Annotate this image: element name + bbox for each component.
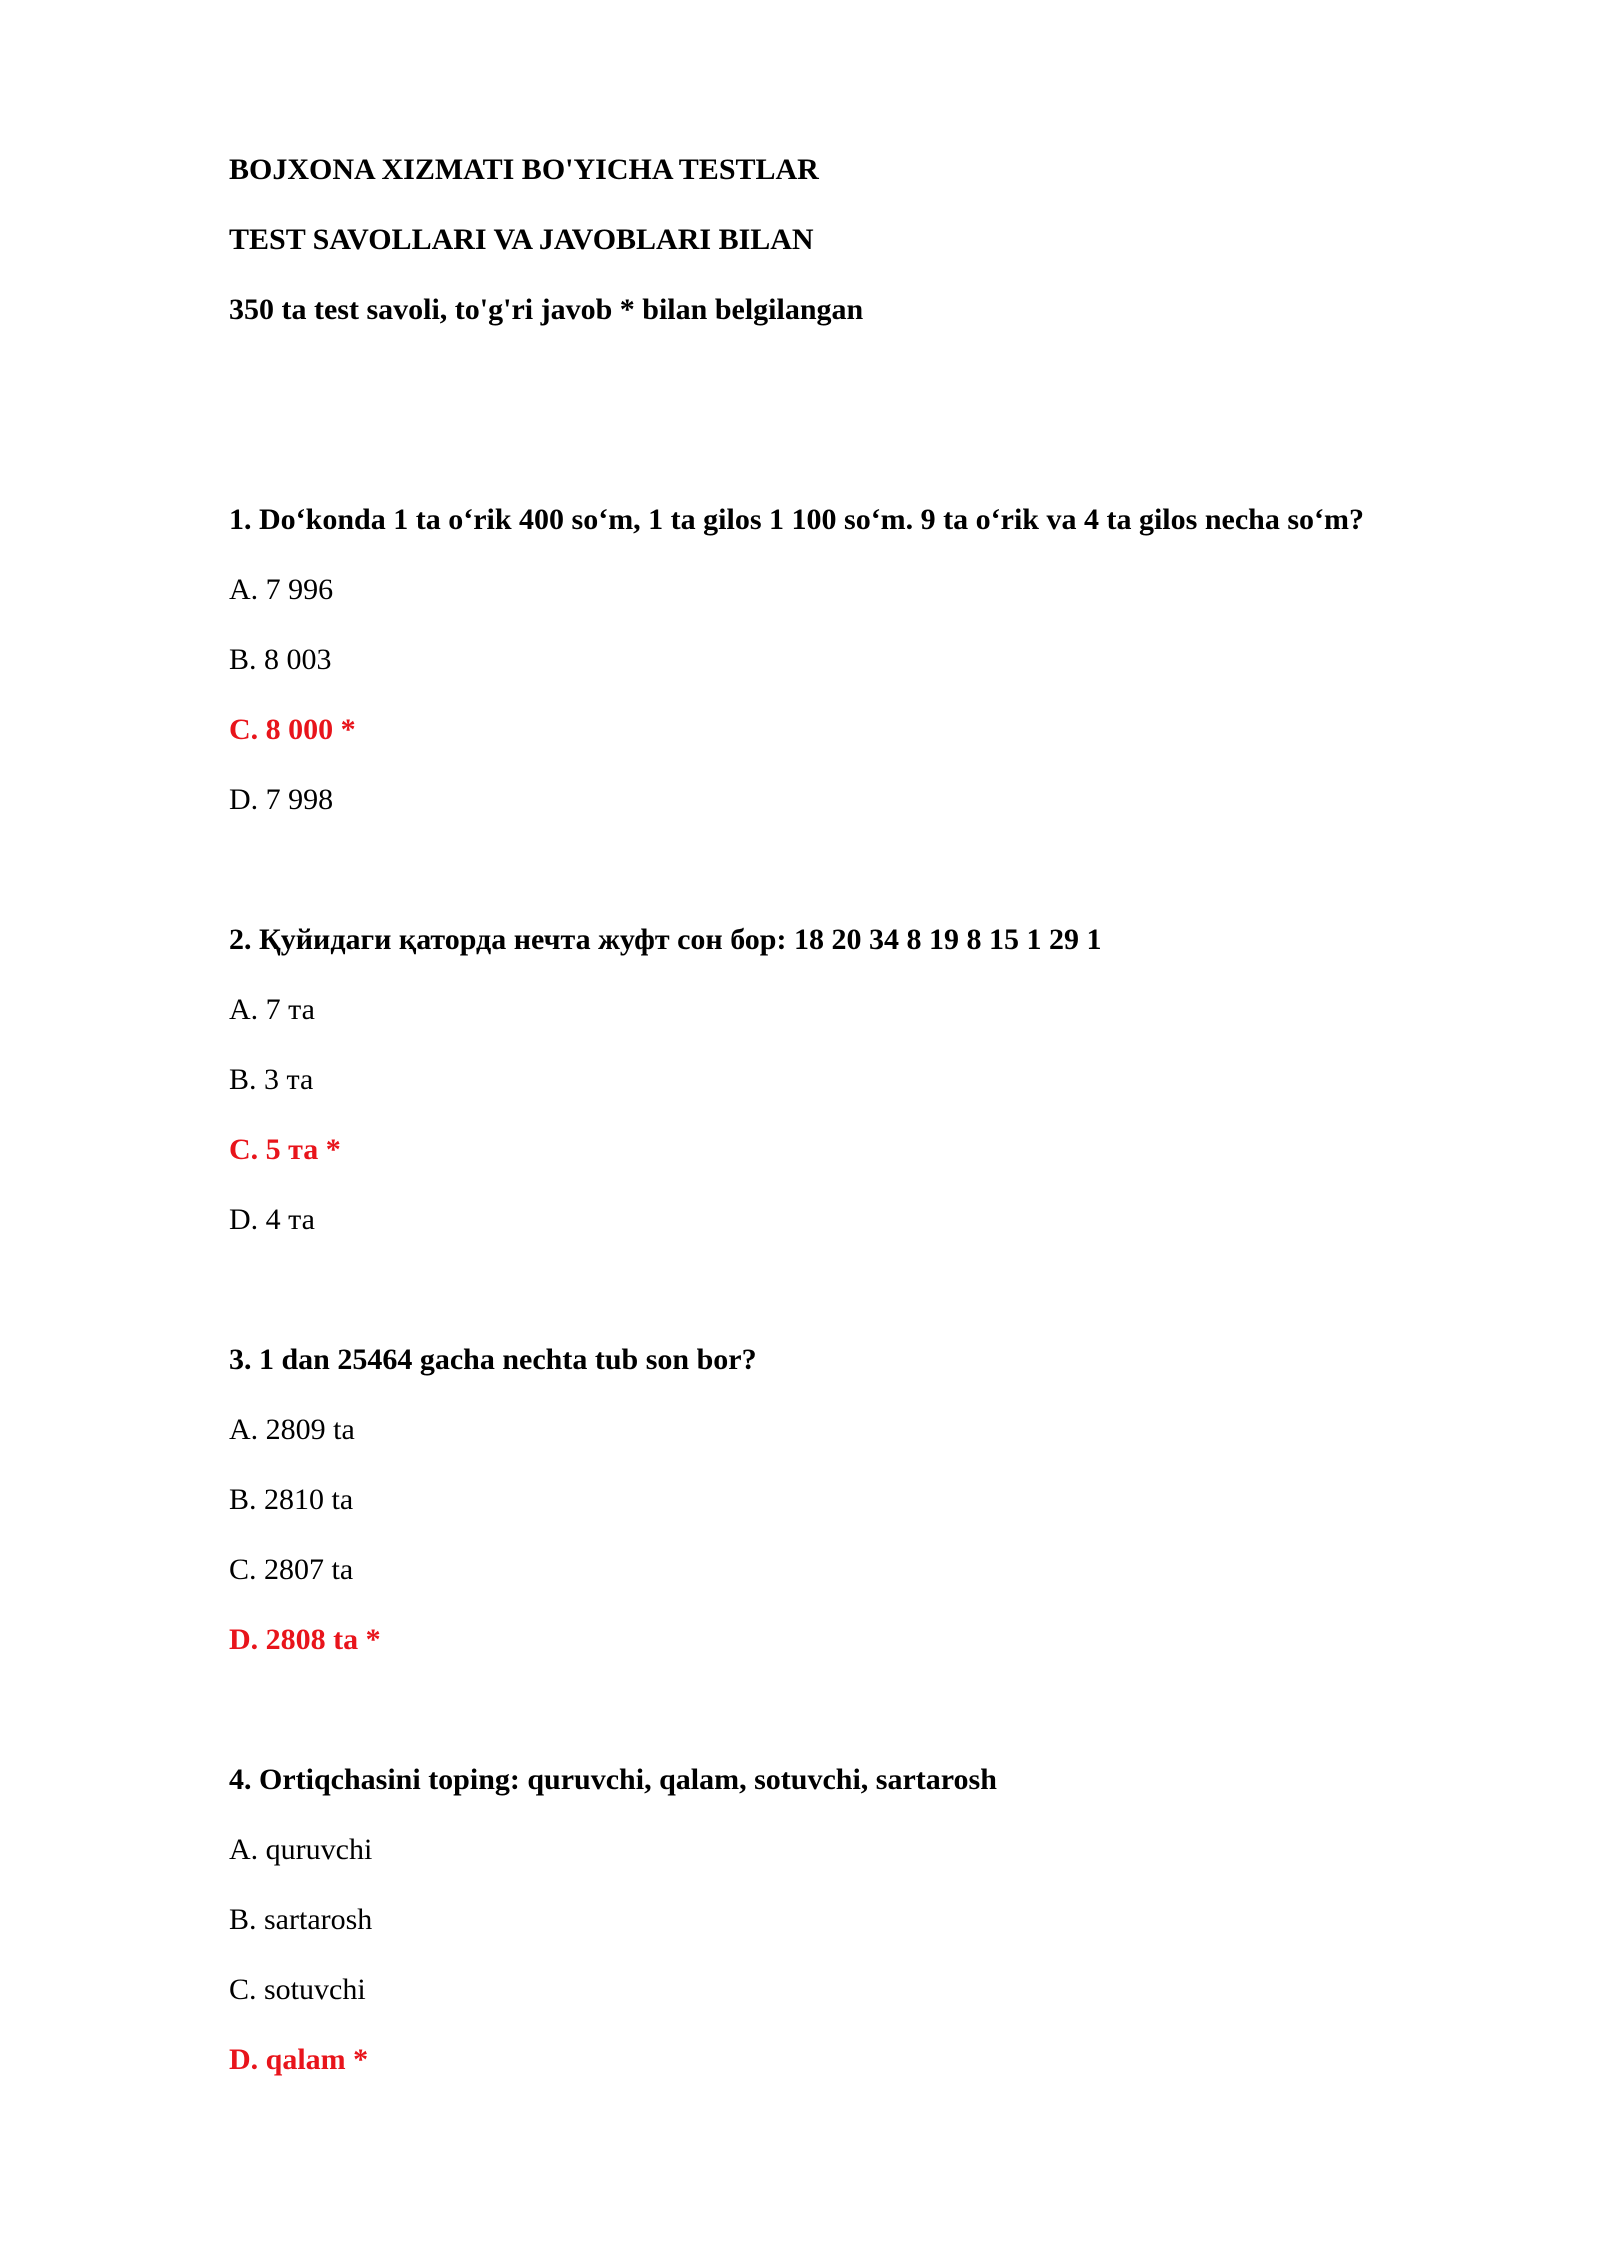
- question-4-option-a: A. quruvchi: [229, 1833, 373, 1866]
- question-1-option-b: B. 8 003: [229, 643, 332, 676]
- document-title: BOJXONA XIZMATI BO'YICHA TESTLAR: [229, 153, 819, 186]
- question-1-option-d: D. 7 998: [229, 783, 334, 816]
- question-2-option-c-correct: C. 5 та *: [229, 1133, 341, 1166]
- question-3-text: 3. 1 dan 25464 gacha nechta tub son bor?: [229, 1343, 757, 1376]
- document-subtitle: TEST SAVOLLARI VA JAVOBLARI BILAN: [229, 223, 814, 256]
- question-2-option-a: A. 7 та: [229, 993, 315, 1026]
- question-2-option-d: D. 4 та: [229, 1203, 315, 1236]
- question-2-text: 2. Қуйидаги қаторда нечта жуфт сон бор: 18 20 34 8 19 8 15 1 29 1: [229, 923, 1102, 956]
- question-3-option-b: B. 2810 ta: [229, 1483, 354, 1516]
- question-4-option-c: C. sotuvchi: [229, 1973, 366, 2006]
- question-1-option-c-correct: C. 8 000 *: [229, 713, 356, 746]
- question-1-text: 1. Do‘konda 1 ta o‘rik 400 so‘m, 1 ta gilos 1 100 so‘m. 9 ta o‘rik va 4 ta gilos necha so‘m?: [229, 503, 1364, 536]
- question-4-option-d-correct: D. qalam *: [229, 2043, 369, 2076]
- question-3-option-a: A. 2809 ta: [229, 1413, 355, 1446]
- document-note: 350 ta test savoli, to'g'ri javob * bilan belgilangan: [229, 293, 864, 326]
- question-2-option-b: B. 3 та: [229, 1063, 314, 1096]
- question-1-option-a: A. 7 996: [229, 573, 334, 606]
- question-4-text: 4. Ortiqchasini toping: quruvchi, qalam, sotuvchi, sartarosh: [229, 1763, 997, 1796]
- question-3-option-c: C. 2807 ta: [229, 1553, 354, 1586]
- question-3-option-d-correct: D. 2808 ta *: [229, 1623, 381, 1656]
- question-4-option-b: B. sartarosh: [229, 1903, 373, 1936]
